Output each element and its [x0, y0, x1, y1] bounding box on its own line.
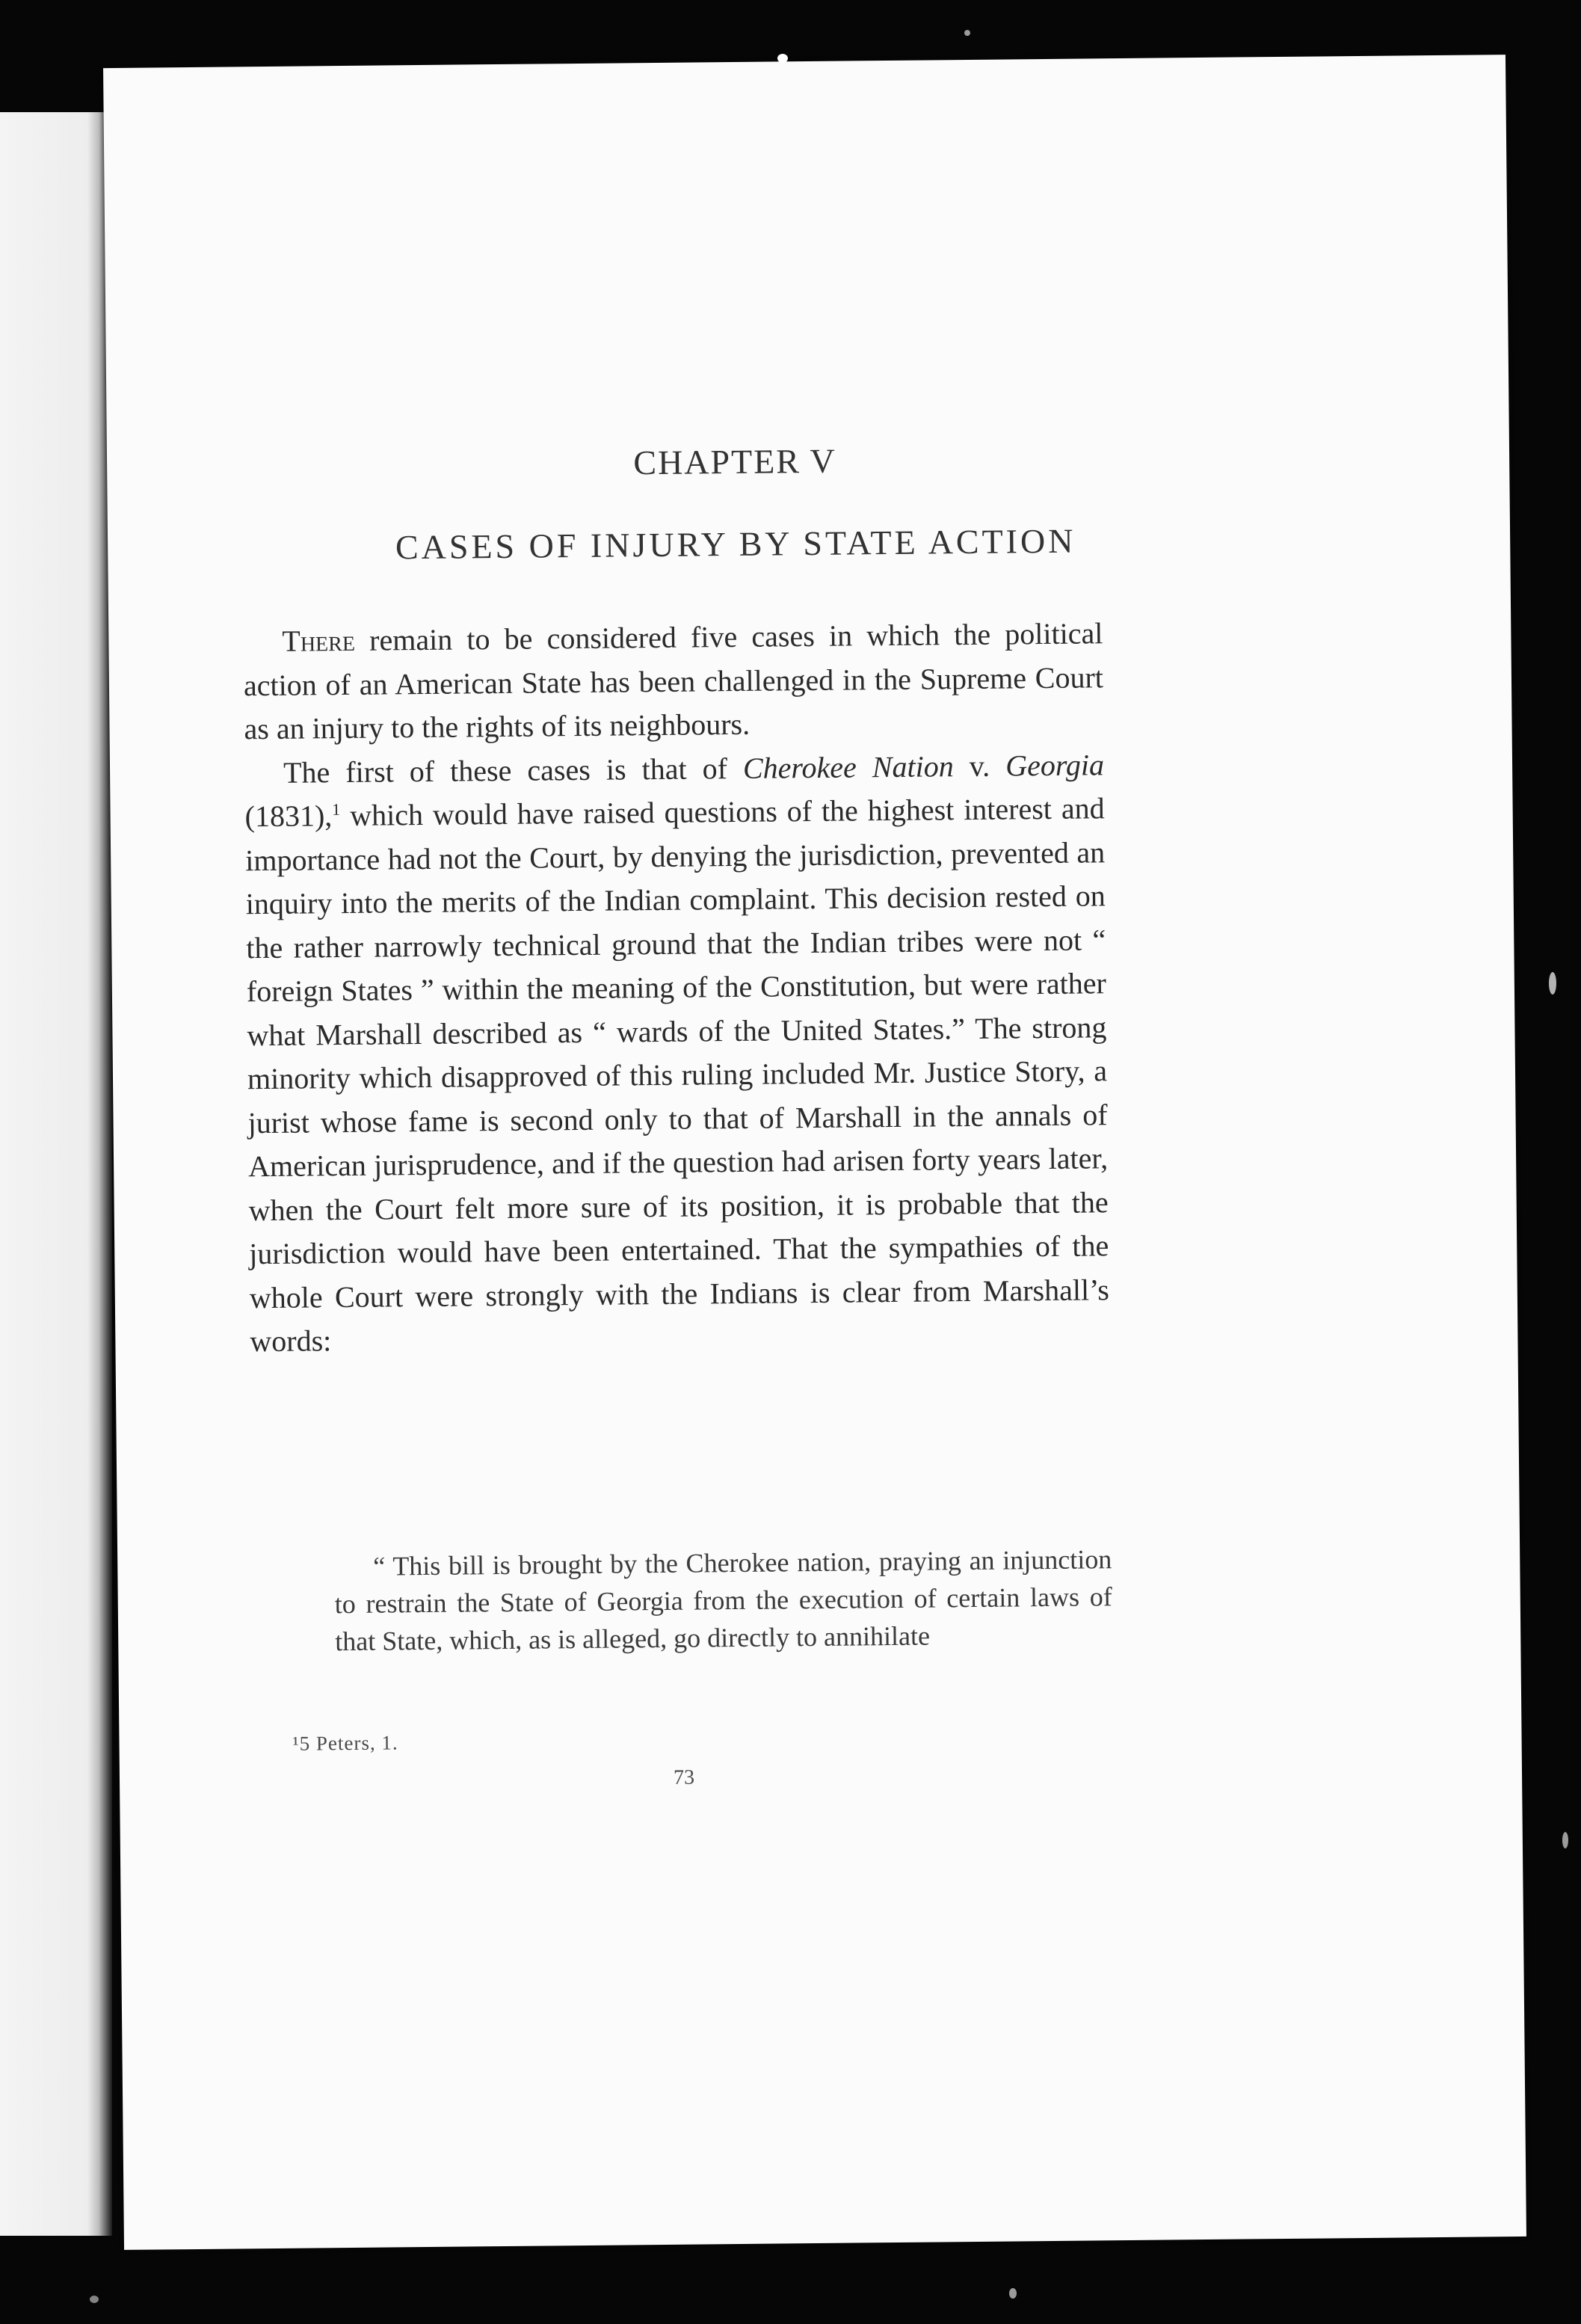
paragraph-1 [243, 612, 1104, 751]
case-name-georgia: Georgia [1005, 747, 1105, 783]
paragraph-2 [244, 743, 1110, 1364]
adjacent-page-edge [0, 112, 112, 2236]
paragraph-2-text: which would have raised questions of the highest interest and importance had not the Court, by denying the jurisdiction, prevented an inquiry into the merits of the Indian complaint. This decision rested on the rather narrowly technical ground that the Indian tribes were not “ foreign States ” within the meaning of the Constitution, but were rather what Marshall described as “ wards of the United States.” The strong minority which disapproved of this ruling included Mr. Justice Story, a jurist whose fame is second only to that of Marshall in the annals of American jurisprudence, and if the question had arisen forty years later, when the Court felt more sure of its position, it is probable that the jurisdiction would have been entertained. That the sympathies of the whole Court were strongly with the Indians is clear from Marshall’s words: [244, 791, 1109, 1359]
paragraph-1-text: remain to be considered five cases in which the political action of an American State has been challenged in the Supreme Court as an injury to the rights of its neighbours. [243, 616, 1104, 746]
versus: v. [953, 748, 1006, 783]
case-name-cherokee: Cherokee Nation [742, 748, 954, 785]
footnote: ¹5 Peters, 1. [292, 1731, 398, 1755]
chapter-number: CHAPTER V [633, 441, 837, 482]
scan-speck [90, 2296, 99, 2303]
body-text [243, 612, 1109, 1363]
scan-speck [777, 54, 788, 63]
scan-speck [964, 30, 970, 36]
page-number: 73 [673, 1765, 695, 1789]
book-page [103, 55, 1526, 2250]
scan-speck [1562, 1832, 1568, 1848]
scan-speck [1009, 2288, 1017, 2299]
paragraph-1-lead: There [282, 623, 356, 658]
quote-text: “ This bill is brought by the Cherokee nation, praying an injunction to restrain the State of Georgia from the execution of certain laws of that State, which, as is alleged, go directly to annihilate [334, 1544, 1112, 1657]
paragraph-2-lead: The first of these cases is that of [283, 751, 744, 790]
case-year: (1831), [244, 799, 333, 834]
chapter-title: CASES OF INJURY BY STATE ACTION [395, 521, 1076, 567]
block-quote [334, 1540, 1112, 1660]
scan-speck [1549, 972, 1556, 995]
footnote-ref: 1 [332, 799, 341, 819]
page-content [238, 58, 1245, 2249]
